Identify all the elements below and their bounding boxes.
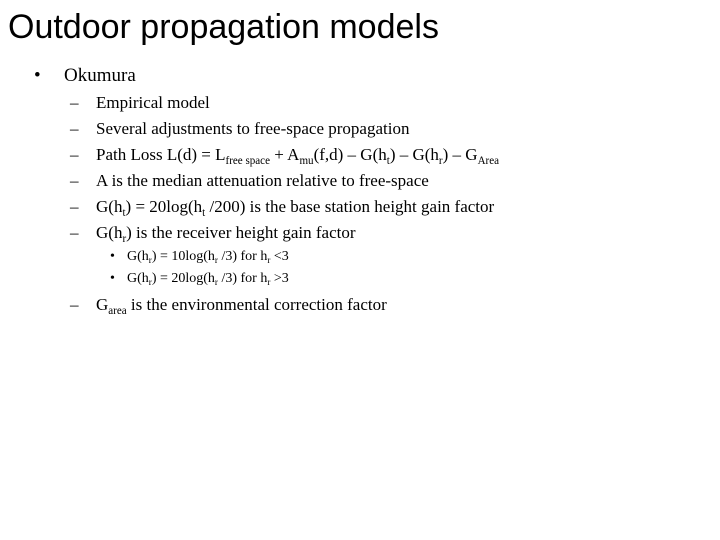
text-run: G(h xyxy=(127,249,149,264)
subscript: mu xyxy=(299,154,314,167)
subscript: r xyxy=(148,255,152,266)
sub-item-text xyxy=(96,119,409,138)
dash-marker: – xyxy=(70,197,79,216)
text-run: G xyxy=(96,295,109,314)
text-run: Path Loss L(d) = L xyxy=(96,145,226,164)
sub-item-text xyxy=(96,197,495,219)
subscript: r xyxy=(267,277,271,288)
subscript: r xyxy=(438,154,443,167)
dash-marker: – xyxy=(70,171,79,190)
sub-item-text xyxy=(96,145,500,167)
text-run: Empirical model xyxy=(96,93,210,112)
text-run: ) = 20log(h xyxy=(151,271,215,286)
sub-item-area-correction xyxy=(70,294,387,316)
bullet-okumura xyxy=(34,64,136,88)
dash-marker: – xyxy=(70,93,79,112)
dash-marker: – xyxy=(70,223,79,242)
text-run: >3 xyxy=(270,271,289,286)
bullet-marker: • xyxy=(34,65,41,86)
dash-marker: – xyxy=(70,119,79,138)
sub-item-base-station-gain xyxy=(70,196,494,218)
text-run: ) is the receiver height gain factor xyxy=(126,223,356,242)
subscript: free space xyxy=(225,154,270,167)
subscript: Area xyxy=(477,154,500,167)
text-run: <3 xyxy=(270,249,289,264)
sub-item-median-attenuation xyxy=(70,170,429,192)
subscript: r xyxy=(148,277,152,288)
text-run: ) – G(h xyxy=(389,145,439,164)
subscript: t xyxy=(122,206,126,219)
sub-item-text xyxy=(96,295,387,317)
sub-sub-item-hr-below-3 xyxy=(110,248,289,266)
dot-marker: • xyxy=(110,249,115,264)
sub-item-text xyxy=(96,93,210,112)
text-run: /3) for h xyxy=(217,271,268,286)
sub-item-text xyxy=(96,171,429,190)
sub-item-text xyxy=(96,223,356,245)
text-run: /3) for h xyxy=(217,249,268,264)
text-run: /200) is the base station height gain factor xyxy=(205,197,495,216)
subscript: r xyxy=(214,277,218,288)
sub-item-receiver-gain xyxy=(70,222,356,244)
subscript: r xyxy=(267,255,271,266)
text-run: G(h xyxy=(96,223,123,242)
sub-item-adjustments xyxy=(70,118,409,140)
text-run: (f,d) – G(h xyxy=(313,145,387,164)
subscript: r xyxy=(122,232,127,245)
text-run: G(h xyxy=(127,271,149,286)
subscript: t xyxy=(202,206,206,219)
text-run: A is the median attenuation relative to free-space xyxy=(96,171,429,190)
dot-marker: • xyxy=(110,271,115,286)
bullet-label: Okumura xyxy=(64,65,136,86)
text-run: ) = 20log(h xyxy=(125,197,203,216)
subscript: r xyxy=(214,255,218,266)
sub-sub-item-text xyxy=(127,249,289,264)
text-run: + A xyxy=(270,145,300,164)
text-run: Several adjustments to free-space propagation xyxy=(96,119,410,138)
dash-marker: – xyxy=(70,145,79,164)
text-run: G(h xyxy=(96,197,123,216)
subscript: area xyxy=(108,304,127,317)
text-run: is the environmental correction factor xyxy=(126,295,387,314)
text-run: ) = 10log(h xyxy=(151,249,215,264)
subscript: t xyxy=(386,154,390,167)
text-run: ) – G xyxy=(442,145,478,164)
sub-sub-item-hr-above-3 xyxy=(110,270,289,288)
sub-sub-item-text xyxy=(127,271,289,286)
sub-item-empirical-model xyxy=(70,92,210,114)
dash-marker: – xyxy=(70,295,79,314)
sub-item-path-loss xyxy=(70,144,499,166)
slide-title: Outdoor propagation models xyxy=(8,8,439,46)
